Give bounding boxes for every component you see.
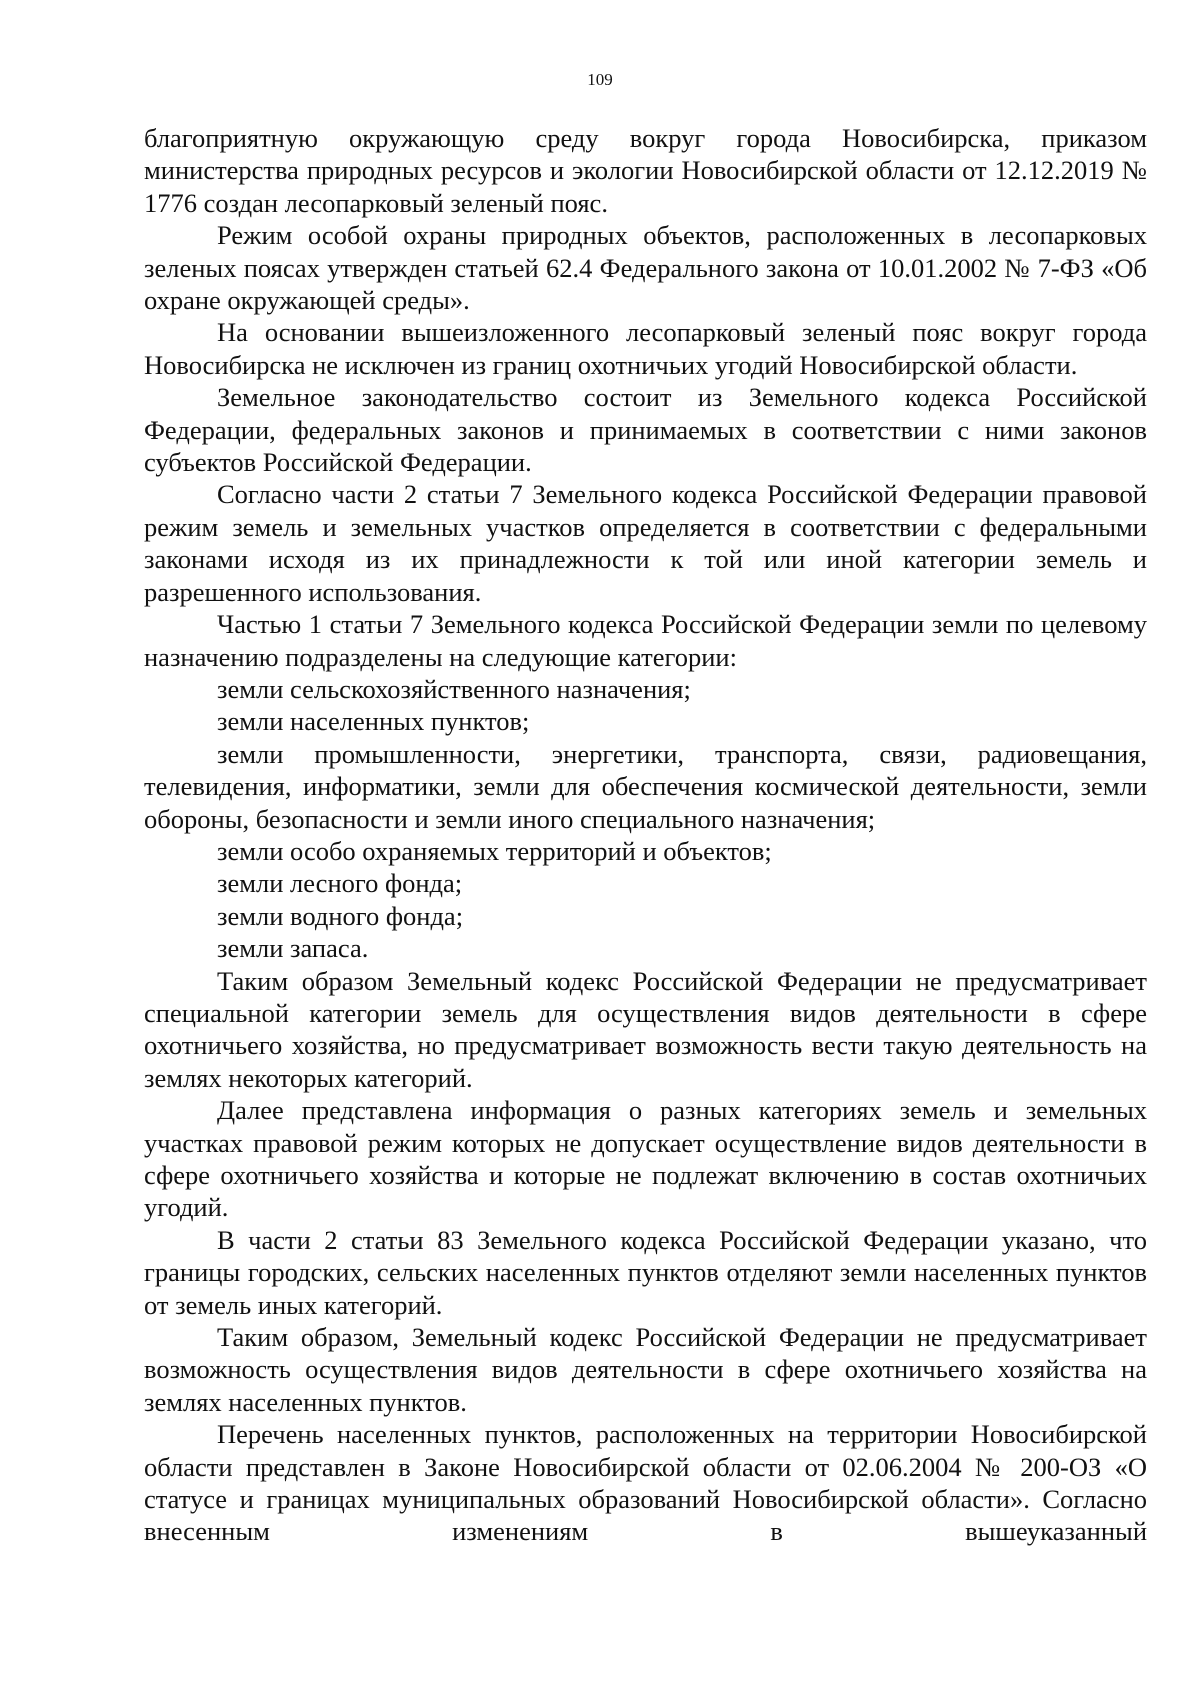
document-body	[144, 122, 1147, 1548]
list-item: земли водного фонда;	[217, 900, 464, 931]
paragraph: Перечень населенных пунктов, расположенных на территории Новосибирской области представлен в Законе Новосибирской области от 02.06.2004 № 200-ОЗ «О статусе и границах муниципальных образований Новосибирской области». Согласно внесенным изменениям в вышеуказанный	[144, 1419, 1147, 1547]
list-item: земли промышленности, энергетики, транспорта, связи, радиовещания, телевидения, информатики, земли для обеспечения космической деятельности, земли обороны, безопасности и земли иного специального назначения;	[144, 738, 1147, 834]
list-item: земли особо охраняемых территорий и объектов;	[217, 835, 772, 866]
paragraph: Частью 1 статьи 7 Земельного кодекса Российской Федерации земли по целевому назначению подразделены на следующие категории:	[144, 609, 1147, 672]
paragraph: Далее представлена информация о разных категориях земель и земельных участках правовой режим которых не допускает осуществление видов деятельности в сфере охотничьего хозяйства и которые не подлежат включению в состав охотничьих угодий.	[144, 1095, 1147, 1223]
list-item: земли населенных пунктов;	[217, 706, 530, 737]
paragraph: благоприятную окружающую среду вокруг города Новосибирска, приказом министерства природных ресурсов и экологии Новосибирской области от 12.12.2019 № 1776 создан лесопарковый зеленый пояс.	[144, 123, 1147, 218]
paragraph: Таким образом, Земельный кодекс Российской Федерации не предусматривает возможность осуществления видов деятельности в сфере охотничьего хозяйства на землях населенных пунктов.	[144, 1322, 1147, 1417]
paragraph: Режим особой охраны природных объектов, расположенных в лесопарковых зеленых поясах утвержден статьей 62.4 Федерального закона от 10.01.2002 № 7-ФЗ «Об охране окружающей среды».	[144, 220, 1147, 316]
paragraph: Согласно части 2 статьи 7 Земельного кодекса Российской Федерации правовой режим земель и земельных участков определяется в соответствии с федеральными законами исходя из их принадлежности к той или иной категории земель и разрешенного использования.	[144, 479, 1147, 607]
paragraph: В части 2 статьи 83 Земельного кодекса Российской Федерации указано, что границы городских, сельских населенных пунктов отделяют земли населенных пунктов от земель иных категорий.	[144, 1224, 1147, 1320]
list-item: земли запаса.	[217, 933, 369, 964]
paragraph: Таким образом Земельный кодекс Российской Федерации не предусматривает специальной категории земель для осуществления видов деятельности в сфере охотничьего хозяйства, но предусматривает возможность вести такую деятельность на землях некоторых категорий.	[144, 965, 1147, 1093]
paragraph: На основании вышеизложенного лесопарковый зеленый пояс вокруг города Новосибирска не исключен из границ охотничьих угодий Новосибирской области.	[144, 317, 1147, 380]
paragraph: Земельное законодательство состоит из Земельного кодекса Российской Федерации, федеральных законов и принимаемых в соответствии с ними законов субъектов Российской Федерации.	[144, 382, 1147, 478]
page-number: 109	[587, 70, 613, 89]
list-item: земли лесного фонда;	[217, 868, 463, 899]
list-item: земли сельскохозяйственного назначения;	[217, 673, 691, 704]
